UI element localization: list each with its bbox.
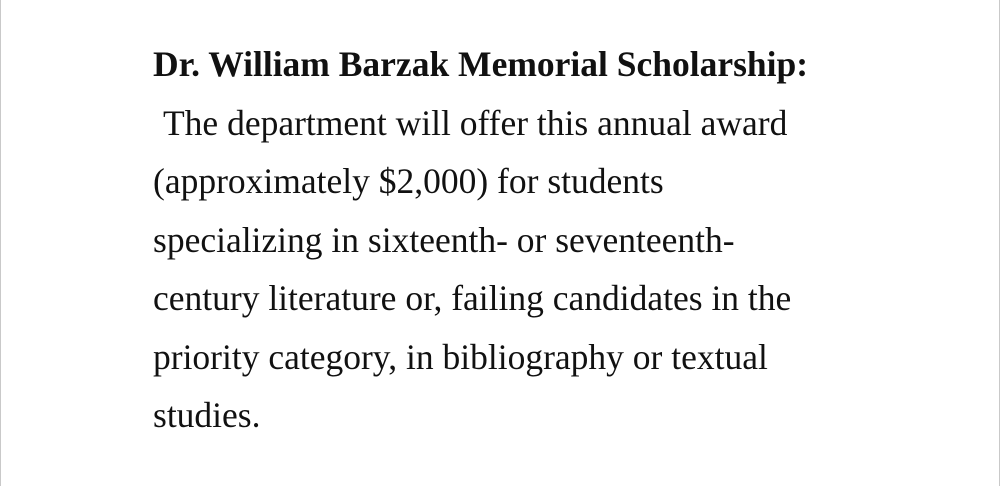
scholarship-entry xyxy=(153,35,913,445)
body-line: The department will offer this annual award xyxy=(163,102,788,143)
body-line: studies. xyxy=(153,395,261,435)
body-line: (approximately $2,000) for students xyxy=(153,161,664,201)
scholarship-title: Dr. William Barzak Memorial Scholarship: xyxy=(153,44,809,84)
body-line: specializing in sixteenth- or seventeenth- xyxy=(153,219,735,260)
body-line: century literature or, failing candidates in the xyxy=(153,278,792,318)
body-line: priority category, in bibliography or textual xyxy=(153,336,768,377)
